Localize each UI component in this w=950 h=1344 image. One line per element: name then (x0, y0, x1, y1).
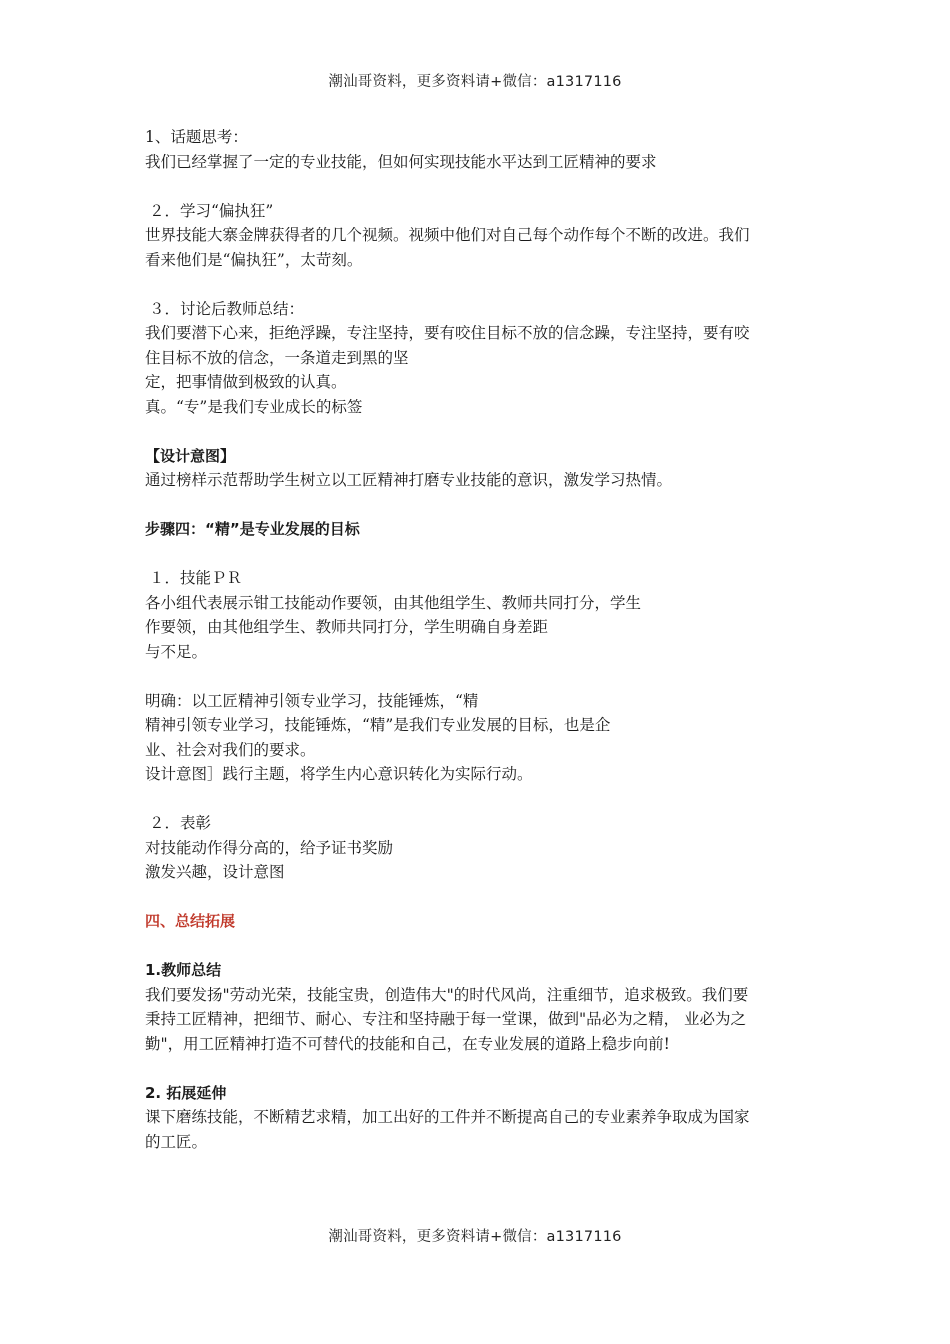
praise-body-1: 对技能动作得分高的，给予证书奖励 (145, 838, 394, 857)
discussion-title: ３．讨论后教师总结： (149, 299, 305, 318)
teacher-summary-title: 1.教师总结 (145, 961, 222, 979)
skill-pr-title: １．技能ＰＲ (149, 569, 243, 587)
teacher-summary-body-2: 秉持工匠精神，把细节、耐心、专注和坚持融于每一堂课，做到"品必为之精， 业必为之 (145, 1010, 747, 1028)
clarify-body-4: 设计意图］践行主题，将学生内心意识转化为实际行动。 (145, 765, 533, 783)
extension-body-2: 的工匠。 (145, 1132, 208, 1151)
clarify-body-2: 精神引领专业学习，技能锤炼，“精”是我们专业发展的目标，也是企 (145, 716, 611, 734)
step-four-title: 步骤四：“精”是专业发展的目标 (145, 520, 360, 538)
skill-pr-body-1: 各小组代表展示钳工技能动作要领，由其他组学生、教师共同打分，学生 (145, 593, 642, 612)
skill-pr-body-2: 作要领，由其他组学生、教师共同打分，学生明确自身差距 (145, 618, 549, 636)
extension-title: 2. 拓展延伸 (145, 1083, 227, 1102)
learn-body-2: 看来他们是“偏执狂”，太苛刻。 (145, 250, 363, 269)
discussion-body-2: 住目标不放的信念，一条道走到黑的坚 (145, 348, 409, 367)
topic-title: 1、话题思考： (145, 128, 248, 146)
teacher-summary-body-3: 勤"，用工匠精神打造不可替代的技能和自己，在专业发展的道路上稳步向前! (145, 1034, 670, 1053)
discussion-body-1: 我们要潜下心来，拒绝浮躁，专注坚持，要有咬住目标不放的信念躁，专注坚持，要有咬 (145, 324, 750, 342)
extension-body-1: 课下磨练技能，不断精艺求精，加工出好的工件并不断提高自己的专业素养争取成为国家 (145, 1108, 750, 1126)
learn-body-1: 世界技能大寨金牌获得者的几个视频。视频中他们对自己每个动作每个不断的改进。我们 (145, 226, 750, 244)
learn-title: ２．学习“偏执狂” (149, 201, 274, 220)
design-intent-title: 【设计意图】 (145, 446, 236, 465)
design-intent-body: 通过榜样示范帮助学生树立以工匠精神打磨专业技能的意识，激发学习热情。 (145, 471, 673, 489)
praise-title: ２．表彰 (149, 814, 212, 832)
clarify-body-1: 明确：以工匠精神引领专业学习，技能锤炼，“精 (145, 691, 479, 710)
clarify-body-3: 业、社会对我们的要求。 (145, 740, 316, 759)
skill-pr-body-3: 与不足。 (145, 642, 208, 661)
summary-heading: 四、总结拓展 (145, 912, 236, 930)
document-body (145, 125, 825, 1154)
discussion-body-3: 定，把事情做到极致的认真。 (145, 373, 347, 391)
topic-body: 我们已经掌握了一定的专业技能，但如何实现技能水平达到工匠精神的要求 (145, 152, 657, 171)
page-footer: 潮汕哥资料，更多资料请+微信：a1317116 (328, 1229, 622, 1245)
teacher-summary-body-1: 我们要发扬"劳动光荣，技能宝贵，创造伟大"的时代风尚，注重细节，追求极致。我们要 (145, 985, 749, 1004)
praise-body-2: 激发兴趣，设计意图 (145, 863, 285, 881)
discussion-body-4: 真。“专”是我们专业成长的标签 (145, 397, 363, 416)
page-header: 潮汕哥资料，更多资料请+微信：a1317116 (328, 74, 622, 90)
